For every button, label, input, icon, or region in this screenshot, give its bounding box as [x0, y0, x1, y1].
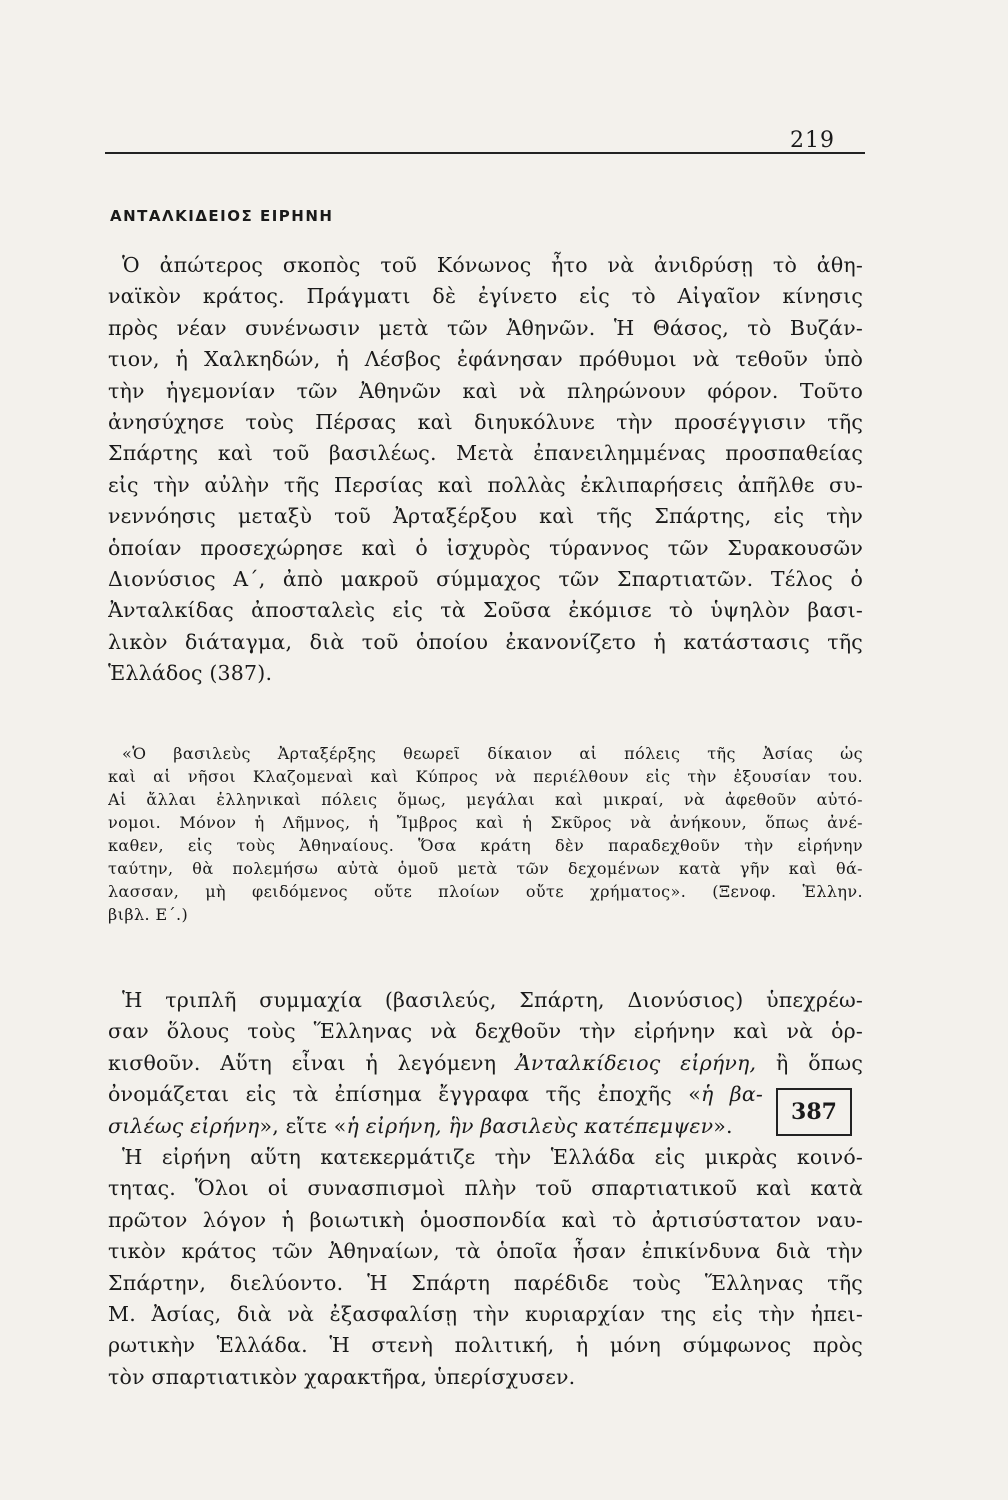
text-line: τιον, ἡ Χαλκηδών, ἡ Λέσβος ἐφάνησαν πρόθυμοι νὰ τεθοῦν ὑπὸ — [108, 347, 863, 372]
text-line: σιλέως εἰρήνη», εἴτε «ἡ εἰρήνη, ἣν βασιλεὺς κατέπεμψεν». — [108, 1113, 733, 1138]
text-line: Διονύσιος Α΄, ἀπὸ μακροῦ σύμμαχος τῶν Σπαρτιατῶν. Τέλος ὁ — [108, 567, 863, 592]
text-line: εἰς τὴν αὐλὴν τῆς Περσίας καὶ πολλὰς ἐκλιπαρήσεις ἀπῆλθε συ- — [108, 472, 863, 497]
text-line: λικὸν διάταγμα, διὰ τοῦ ὁποίου ἐκανονίζετο ἡ κατάστασις τῆς — [108, 629, 863, 654]
text-line: κισθοῦν. Αὕτη εἶναι ἡ λεγόμενη Ἀνταλκίδειος εἰρήνη, ἢ ὅπως — [108, 1050, 863, 1075]
paragraph-2 — [108, 985, 863, 1142]
text-line: Σπάρτης καὶ τοῦ βασιλέως. Μετὰ ἐπανειλημμένας προσπαθείας — [108, 441, 863, 466]
quote-line: καθεν, εἰς τοὺς Ἀθηναίους. Ὅσα κράτη δὲν παραδεχθοῦν τὴν εἰρήνην — [108, 836, 863, 855]
text-line: τὴν ἡγεμονίαν τῶν Ἀθηνῶν καὶ νὰ πληρώνουν φόρον. Τοῦτο — [108, 378, 863, 403]
page-number: 219 — [790, 128, 835, 153]
text-line: Ἡ εἰρήνη αὕτη κατεκερμάτιζε τὴν Ἑλλάδα εἰς μικρὰς κοινό- — [122, 1145, 863, 1169]
text-line: Ὁ ἀπώτερος σκοπὸς τοῦ Κόνωνος ἦτο νὰ ἀνιδρύσῃ τὸ ἀθη- — [122, 253, 863, 277]
margin-date-box: 387 — [776, 1088, 852, 1136]
text-line: ὁποίαν προσεχώρησε καὶ ὁ ἰσχυρὸς τύραννος τῶν Συρακουσῶν — [108, 535, 863, 560]
text-line: Ἀνταλκίδας ἀποσταλεὶς εἰς τὰ Σοῦσα ἐκόμισε τὸ ὑψηλὸν βασι- — [108, 598, 863, 623]
text-line: Ἡ τριπλῆ συμμαχία (βασιλεύς, Σπάρτη, Διονύσιος) ὑπεχρέω- — [122, 988, 863, 1012]
text-line: Μ. Ἀσίας, διὰ νὰ ἐξασφαλίσῃ τὴν κυριαρχίαν της εἰς τὴν ἠπει- — [108, 1302, 863, 1327]
paragraph-1 — [108, 250, 863, 690]
paragraph-3 — [108, 1142, 863, 1393]
quotation-block — [108, 742, 863, 926]
text-line: ἀνησύχησε τοὺς Πέρσας καὶ διηυκόλυνε τὴν προσέγγισιν τῆς — [108, 410, 863, 435]
quote-line: βιβλ. Ε΄.) — [108, 905, 189, 924]
text-line: ρωτικὴν Ἑλλάδα. Ἡ στενὴ πολιτική, ἡ μόνη σύμφωνος πρὸς — [108, 1333, 863, 1358]
text-line: ναϊκὸν κράτος. Πράγματι δὲ ἐγίνετο εἰς τὸ Αἰγαῖον κίνησις — [108, 284, 863, 309]
text-line: τητας. Ὅλοι οἱ συνασπισμοὶ πλὴν τοῦ σπαρτιατικοῦ καὶ κατὰ — [108, 1176, 863, 1201]
text-line: τὸν σπαρτιατικὸν χαρακτῆρα, ὑπερίσχυσεν. — [108, 1364, 576, 1389]
text-line: σαν ὅλους τοὺς Ἕλληνας νὰ δεχθοῦν τὴν εἰρήνην καὶ νὰ ὁρ- — [108, 1019, 863, 1044]
quote-line: «Ὁ βασιλεὺς Ἀρταξέρξης θεωρεῖ δίκαιον αἱ πόλεις τῆς Ἀσίας ὡς — [122, 744, 863, 763]
quote-line: ταύτην, θὰ πολεμήσω αὐτὰ ὁμοῦ μετὰ τῶν δεχομένων κατὰ γῆν καὶ θά- — [108, 859, 863, 878]
quote-line: καὶ αἱ νῆσοι Κλαζομεναὶ καὶ Κύπρος νὰ περιέλθουν εἰς τὴν ἐξουσίαν του. — [108, 767, 863, 786]
text-line: πρῶτον λόγον ἡ βοιωτικὴ ὁμοσπονδία καὶ τὸ ἀρτισύστατον ναυ- — [108, 1207, 863, 1232]
text-line: πρὸς νέαν συνένωσιν μετὰ τῶν Ἀθηνῶν. Ἡ Θάσος, τὸ Βυζάν- — [108, 315, 863, 340]
text-line: Ἑλλάδος (387). — [108, 661, 273, 686]
text-line: νεννόησις μεταξὺ τοῦ Ἀρταξέρξου καὶ τῆς Σπάρτης, εἰς τὴν — [108, 504, 863, 529]
text-line: τικὸν κράτος τῶν Ἀθηναίων, τὰ ὁποῖα ἦσαν ἐπικίνδυνα διὰ τὴν — [108, 1239, 863, 1264]
header-rule — [105, 152, 865, 154]
term-antalkideios: Ἀνταλκίδειος εἰρήνη, — [515, 1050, 757, 1075]
quote-line: λασσαν, μὴ φειδόμενος οὔτε πλοίων οὔτε χρήματος». (Ξενοφ. Ἑλλην. — [108, 882, 863, 901]
quote-line: Αἱ ἄλλαι ἑλληνικαὶ πόλεις ὅμως, μεγάλαι καὶ μικραί, νὰ ἀφεθοῦν αὐτό- — [108, 790, 863, 809]
text-line: Σπάρτην, διελύοντο. Ἡ Σπάρτη παρέδιδε τοὺς Ἕλληνας τῆς — [108, 1270, 863, 1295]
quote-line: νομοι. Μόνον ἡ Λῆμνος, ἡ Ἴμβρος καὶ ἡ Σκῦρος νὰ ἀνήκουν, ὅπως ἀνέ- — [108, 813, 863, 832]
text-line: ὀνομάζεται εἰς τὰ ἐπίσημα ἔγγραφα τῆς ἐποχῆς «ἡ βα- — [108, 1082, 763, 1107]
section-title: ΑΝΤΑΛΚΙΔΕΙΟΣ ΕΙΡΗΝΗ — [110, 207, 334, 225]
